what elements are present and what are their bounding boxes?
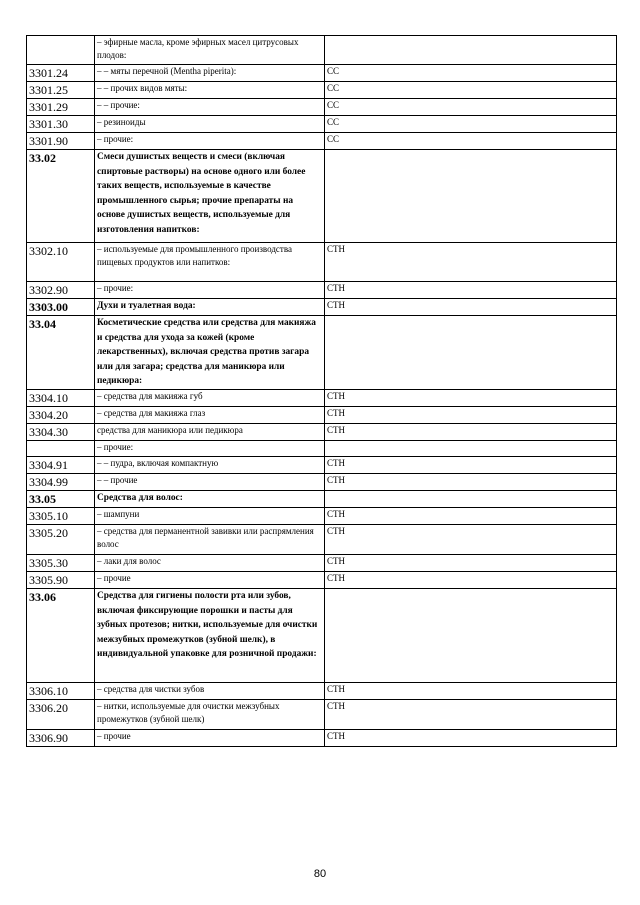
heading-row	[27, 490, 617, 507]
hs-code-cell: 3304.10	[27, 389, 95, 406]
table-row	[27, 699, 617, 729]
certificate-form-cell: СТН	[325, 389, 617, 406]
certificate-form-cell: СТН	[325, 524, 617, 554]
certificate-form-cell	[325, 150, 617, 243]
description-cell: – нитки, используемые для очистки межзубных промежутков (зубной шелк)	[95, 699, 325, 729]
heading-row	[27, 316, 617, 390]
table-row	[27, 682, 617, 699]
description-cell: Средства для гигиены полости рта или зубов, включая фиксирующие порошки и пасты для зубных протезов; нитки, используемые для очистки межзубных промежутков (зубной шелк), в индивидуальной упаковке для розничной продажи:	[95, 588, 325, 682]
certificate-form-cell: СТН	[325, 682, 617, 699]
table-row	[27, 133, 617, 150]
description-cell: Духи и туалетная вода:	[95, 299, 325, 316]
hs-code-cell: 3301.25	[27, 82, 95, 99]
table-row	[27, 456, 617, 473]
description-cell: Косметические средства или средства для макияжа и средства для ухода за кожей (кроме лекарственных), включая средства против загара или для загара; средства для маникюра или педикюра:	[95, 316, 325, 390]
certificate-form-cell	[325, 316, 617, 390]
description-cell: средства для маникюра или педикюра	[95, 423, 325, 440]
table-row	[27, 99, 617, 116]
certificate-form-cell	[325, 588, 617, 682]
table-row	[27, 571, 617, 588]
heading-row	[27, 150, 617, 243]
hs-code-cell: 3306.90	[27, 729, 95, 746]
tariff-table	[26, 35, 617, 747]
heading-row	[27, 588, 617, 682]
hs-code-cell: 3303.00	[27, 299, 95, 316]
table-row	[27, 389, 617, 406]
table-row	[27, 554, 617, 571]
certificate-form-cell: СС	[325, 99, 617, 116]
hs-code-cell: 3301.29	[27, 99, 95, 116]
hs-code-cell: 3302.10	[27, 243, 95, 282]
hs-code-cell: 33.06	[27, 588, 95, 682]
description-cell: – средства для макияжа глаз	[95, 406, 325, 423]
certificate-form-cell	[325, 36, 617, 65]
certificate-form-cell: СС	[325, 82, 617, 99]
certificate-form-cell: СТН	[325, 299, 617, 316]
certificate-form-cell	[325, 490, 617, 507]
hs-code-cell: 3306.10	[27, 682, 95, 699]
table-row	[27, 524, 617, 554]
table-row	[27, 729, 617, 746]
hs-code-cell: 3304.91	[27, 456, 95, 473]
table-row	[27, 440, 617, 456]
certificate-form-cell: СТН	[325, 282, 617, 299]
page-number: 80	[313, 868, 327, 880]
hs-code-cell: 3306.20	[27, 699, 95, 729]
tariff-table-body	[27, 36, 617, 747]
table-row	[27, 36, 617, 65]
table-row	[27, 423, 617, 440]
description-cell: – эфирные масла, кроме эфирных масел цитрусовых плодов:	[95, 36, 325, 65]
hs-code-cell: 3304.20	[27, 406, 95, 423]
certificate-form-cell: СТН	[325, 406, 617, 423]
hs-code-cell: 3302.90	[27, 282, 95, 299]
description-cell: – используемые для промышленного производства пищевых продуктов или напитков:	[95, 243, 325, 282]
certificate-form-cell: СС	[325, 133, 617, 150]
hs-code-cell: 3305.10	[27, 507, 95, 524]
certificate-form-cell: СТН	[325, 423, 617, 440]
description-cell: Смеси душистых веществ и смеси (включая спиртовые растворы) на основе одного или более таких веществ, используемые в качестве промышленного сырья; прочие препараты на основе душистых веществ, используемые для изготовления напитков:	[95, 150, 325, 243]
hs-code-cell	[27, 440, 95, 456]
description-cell: Средства для волос:	[95, 490, 325, 507]
description-cell: – средства для макияжа губ	[95, 389, 325, 406]
certificate-form-cell: СТН	[325, 456, 617, 473]
certificate-form-cell: СС	[325, 116, 617, 133]
certificate-form-cell: СС	[325, 65, 617, 82]
certificate-form-cell: СТН	[325, 554, 617, 571]
hs-code-cell: 3301.30	[27, 116, 95, 133]
table-row	[27, 65, 617, 82]
table-row	[27, 82, 617, 99]
certificate-form-cell	[325, 440, 617, 456]
certificate-form-cell: СТН	[325, 571, 617, 588]
hs-code-cell: 3305.30	[27, 554, 95, 571]
table-row	[27, 507, 617, 524]
hs-code-cell: 33.05	[27, 490, 95, 507]
hs-code-cell: 3304.30	[27, 423, 95, 440]
hs-code-cell: 3301.90	[27, 133, 95, 150]
certificate-form-cell: СТН	[325, 473, 617, 490]
heading-row	[27, 299, 617, 316]
description-cell: – – пудра, включая компактную	[95, 456, 325, 473]
table-row	[27, 406, 617, 423]
description-cell: – шампуни	[95, 507, 325, 524]
description-cell: – – прочие	[95, 473, 325, 490]
description-cell: – средства для перманентной завивки или распрямления волос	[95, 524, 325, 554]
hs-code-cell: 33.04	[27, 316, 95, 390]
description-cell: – лаки для волос	[95, 554, 325, 571]
description-cell: – – прочих видов мяты:	[95, 82, 325, 99]
certificate-form-cell: СТН	[325, 243, 617, 282]
description-cell: – прочие	[95, 571, 325, 588]
description-cell: – прочие:	[95, 282, 325, 299]
table-row	[27, 116, 617, 133]
certificate-form-cell: СТН	[325, 729, 617, 746]
hs-code-cell	[27, 36, 95, 65]
description-cell: – – мяты перечной (Mentha piperita):	[95, 65, 325, 82]
hs-code-cell: 3305.20	[27, 524, 95, 554]
description-cell: – прочие	[95, 729, 325, 746]
description-cell: – резиноиды	[95, 116, 325, 133]
table-row	[27, 282, 617, 299]
hs-code-cell: 3304.99	[27, 473, 95, 490]
description-cell: – – прочие:	[95, 99, 325, 116]
table-row	[27, 243, 617, 282]
certificate-form-cell: СТН	[325, 699, 617, 729]
description-cell: – прочие:	[95, 133, 325, 150]
certificate-form-cell: СТН	[325, 507, 617, 524]
hs-code-cell: 3305.90	[27, 571, 95, 588]
hs-code-cell: 33.02	[27, 150, 95, 243]
description-cell: – средства для чистки зубов	[95, 682, 325, 699]
table-row	[27, 473, 617, 490]
description-cell: – прочие:	[95, 440, 325, 456]
hs-code-cell: 3301.24	[27, 65, 95, 82]
